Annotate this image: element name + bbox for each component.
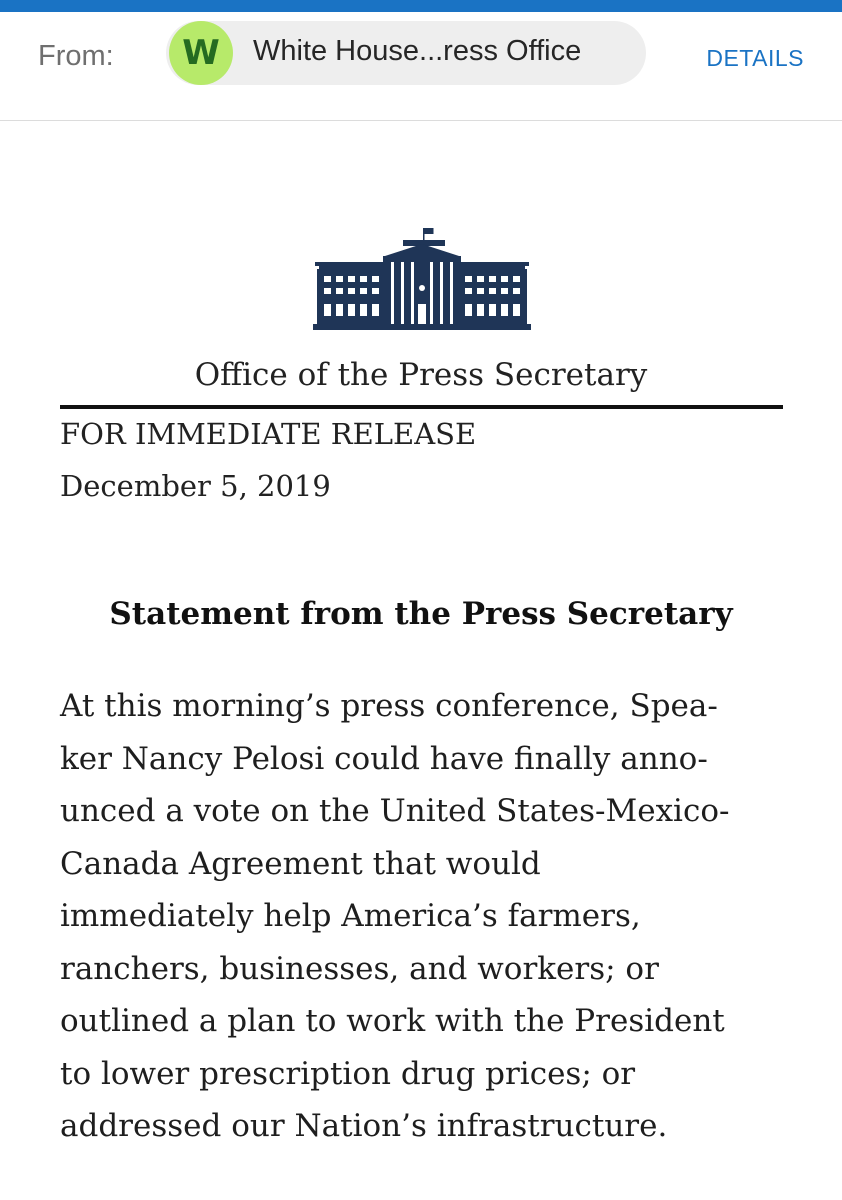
from-label: From:	[38, 40, 114, 72]
statement-title: Statement from the Press Secretary	[109, 596, 733, 632]
body-line: ker Nancy Pelosi could have finally anno-	[60, 740, 708, 777]
sender-avatar: W	[169, 21, 233, 85]
details-button[interactable]: DETAILS	[706, 45, 804, 71]
body-line: At this morning’s press conference, Spea-	[60, 688, 718, 724]
release-label: FOR IMMEDIATE RELEASE	[60, 417, 477, 451]
sender-name: White House...ress Office	[253, 35, 582, 67]
statement-body	[60, 680, 800, 1153]
email-header	[0, 12, 842, 121]
body-line: immediately help America’s farmers,	[60, 898, 641, 934]
body-line: ranchers, businesses, and workers; or	[60, 950, 659, 987]
body-line: to lower prescription drug prices; or	[60, 1055, 636, 1092]
sender-chip[interactable]	[166, 21, 646, 85]
body-line: outlined a plan to work with the President	[60, 1003, 725, 1039]
body-line: Canada Agreement that would	[60, 845, 541, 882]
body-line: unced a vote on the United States-Mexico-	[60, 793, 730, 829]
white-house-icon	[313, 226, 531, 330]
office-title: Office of the Press Secretary	[194, 357, 648, 393]
release-date: December 5, 2019	[60, 469, 331, 503]
divider	[60, 405, 783, 409]
top-accent-bar	[0, 0, 842, 12]
body-line: addressed our Nation’s infrastructure.	[60, 1108, 668, 1144]
